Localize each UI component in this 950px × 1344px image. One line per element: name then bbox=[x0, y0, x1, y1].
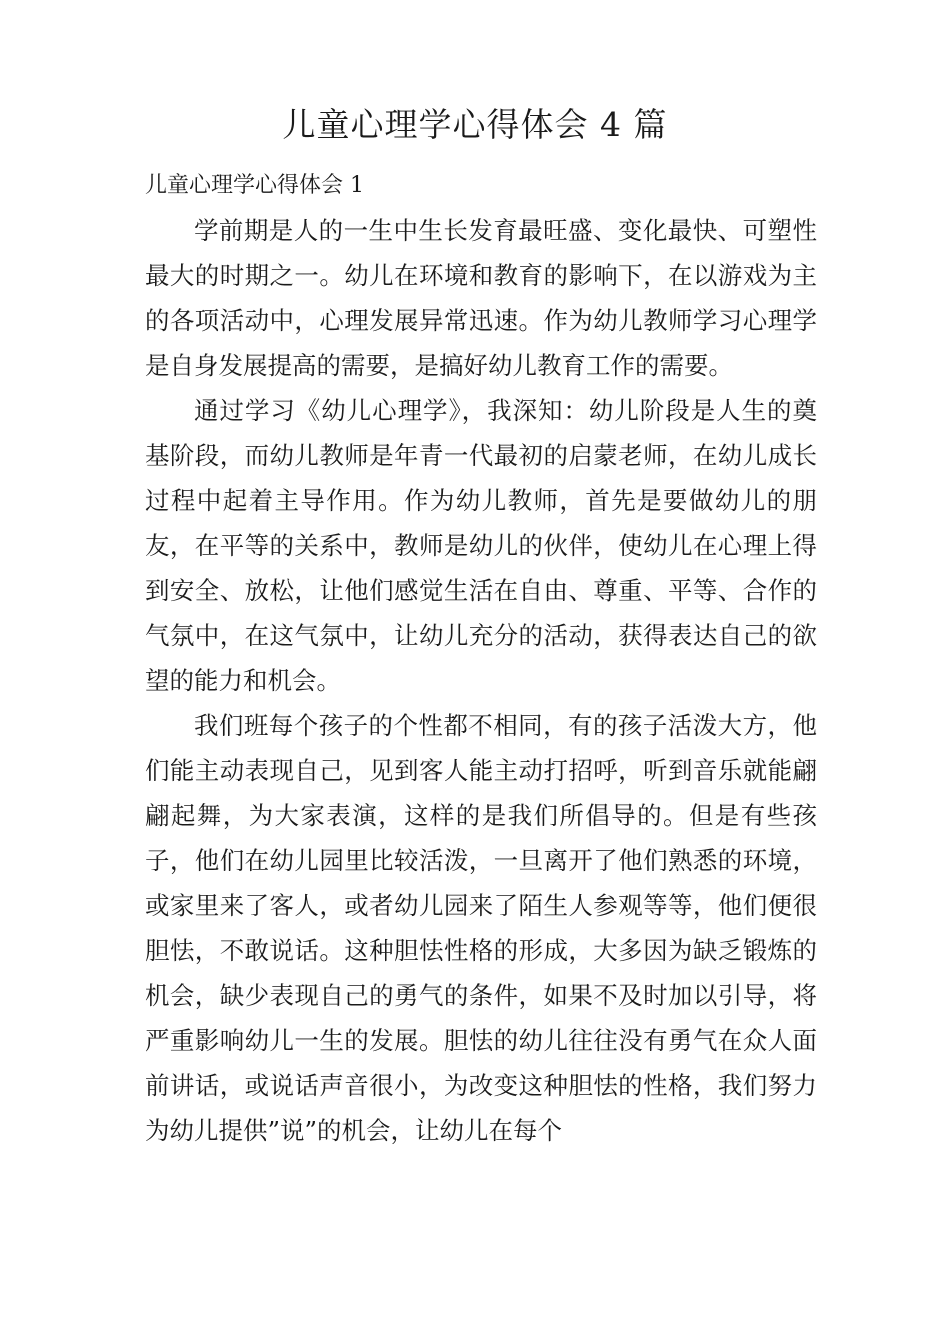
section-heading: 儿童心理学心得体会 1 bbox=[145, 173, 364, 198]
document-title: 儿童心理学心得体会 4 篇 bbox=[282, 105, 668, 144]
paragraph-1: 学前期是人的一生中生长发育最旺盛、变化最快、可塑性最大的时期之一。幼儿在环境和教育的影响下，在以游戏为主的各项活动中，心理发展异常迅速。作为幼儿教师学习心理学是自身发展提高的需要，是搞好幼儿教育工作的需要。 bbox=[145, 216, 817, 380]
paragraph-3: 我们班每个孩子的个性都不相同，有的孩子活泼大方，他们能主动表现自己，见到客人能主动打招呼，听到音乐就能翩翩起舞，为大家表演，这样的是我们所倡导的。但是有些孩子，他们在幼儿园里比较活泼，一旦离开了他们熟悉的环境，或家里来了客人，或者幼儿园来了陌生人参观等等，他们便很胆怯，不敢说话。这种胆怯性格的形成，大多因为缺乏锻炼的机会，缺少表现自己的勇气的条件，如果不及时加以引导，将严重影响幼儿一生的发展。胆怯的幼儿往往没有勇气在众人面前讲话，或说话声音很小，为改变这种胆怯的性格，我们努力为幼儿提供”说”的机会，让幼儿在每个 bbox=[145, 711, 817, 1145]
document-body bbox=[145, 164, 817, 1153]
paragraph-2: 通过学习《幼儿心理学》，我深知：幼儿阶段是人生的奠基阶段，而幼儿教师是年青一代最初的启蒙老师，在幼儿成长过程中起着主导作用。作为幼儿教师，首先是要做幼儿的朋友，在平等的关系中，教师是幼儿的伙伴，使幼儿在心理上得到安全、放松，让他们感觉生活在自由、尊重、平等、合作的气氛中，在这气氛中，让幼儿充分的活动，获得表达自己的欲望的能力和机会。 bbox=[145, 396, 817, 695]
